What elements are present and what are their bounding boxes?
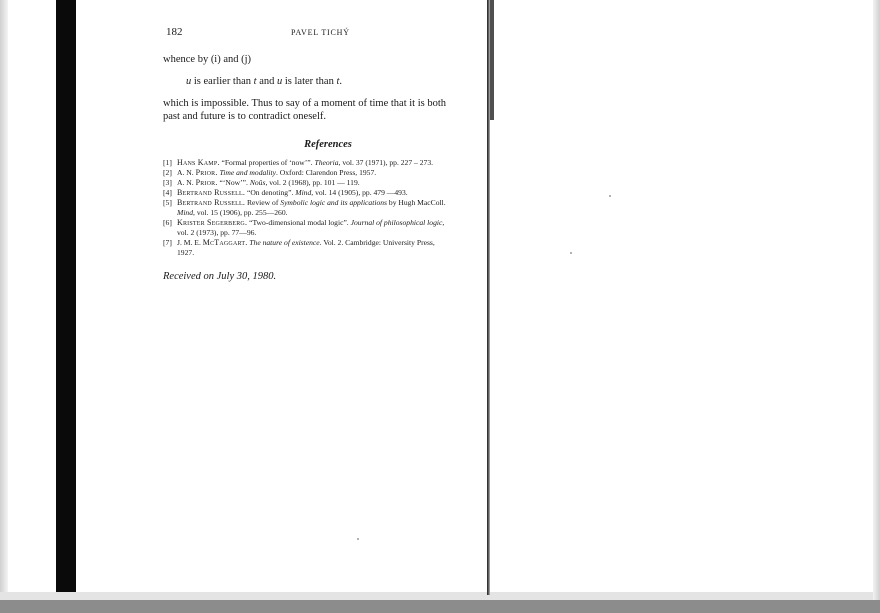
reference-author: Hans Kamp. bbox=[177, 158, 220, 167]
reference-continuation bbox=[163, 208, 473, 218]
reference-title: Noûs bbox=[249, 178, 266, 187]
scan-speck bbox=[570, 252, 572, 254]
reference-author: Bertrand Russell. bbox=[177, 198, 246, 207]
reference-text: , bbox=[442, 218, 445, 227]
var-t: t bbox=[336, 76, 340, 87]
reference-item bbox=[163, 178, 473, 188]
right-edge-shadow bbox=[873, 0, 880, 600]
var-t: t bbox=[253, 76, 257, 87]
reference-text: , vol. 2 (1968), pp. 101 — 119. bbox=[265, 178, 360, 187]
reference-item bbox=[163, 198, 473, 208]
reference-text: “‘Now’”. bbox=[217, 178, 250, 187]
received-date: Received on July 30, 1980. bbox=[163, 271, 277, 282]
eq-text: is later than bbox=[282, 76, 337, 87]
gutter-shadow bbox=[490, 0, 494, 120]
reference-continuation: vol. 2 (1973), pp. 77—96. bbox=[177, 228, 257, 237]
reference-item bbox=[163, 218, 473, 228]
reference-text: , vol. 14 (1905), pp. 479 —493. bbox=[311, 188, 408, 197]
bottom-edge bbox=[0, 592, 880, 600]
running-head bbox=[163, 26, 473, 42]
reference-title: Symbolic logic and its applications bbox=[280, 198, 387, 207]
reference-item bbox=[163, 188, 473, 198]
reference-author: Bertrand Russell. bbox=[177, 188, 246, 197]
left-margin-shadow bbox=[0, 0, 8, 613]
reference-item bbox=[163, 238, 473, 248]
paragraph-line: past and future is to contradict oneself. bbox=[163, 111, 326, 122]
reference-text: Review of bbox=[245, 198, 281, 207]
reference-number: [5] bbox=[163, 198, 172, 207]
reference-item bbox=[163, 158, 473, 168]
reference-title: Mind bbox=[295, 188, 312, 197]
reference-author: Krister Segerberg. bbox=[177, 218, 248, 227]
reference-title: Journal of philosophical logic bbox=[350, 218, 443, 227]
reference-text: , vol. 15 (1906), pp. 255—260. bbox=[193, 208, 288, 217]
eq-end: . bbox=[339, 76, 343, 87]
scan-speck bbox=[357, 538, 359, 540]
reference-title: The nature of existence bbox=[249, 238, 320, 247]
references-list bbox=[163, 158, 473, 258]
body-paragraph bbox=[163, 97, 473, 123]
reference-text: by Hugh MacColl. bbox=[387, 198, 446, 207]
whence-line: whence by (i) and (j) bbox=[163, 54, 252, 65]
display-equation bbox=[186, 75, 473, 88]
reference-number: [1] bbox=[163, 158, 172, 167]
eq-text: is earlier than bbox=[191, 76, 254, 87]
references-heading: References bbox=[304, 139, 352, 150]
eq-text: and bbox=[256, 76, 277, 87]
left-page bbox=[163, 26, 473, 282]
reference-author-initials: J. M. E. bbox=[177, 238, 203, 247]
reference-item bbox=[163, 168, 473, 178]
reference-number: [4] bbox=[163, 188, 172, 197]
running-title: PAVEL TICHÝ bbox=[291, 28, 350, 37]
binding-edge bbox=[56, 0, 76, 592]
reference-text: . Vol. 2. Cambridge: University Press, bbox=[319, 238, 435, 247]
reference-author-initials: A. N. bbox=[177, 168, 196, 177]
reference-number: [2] bbox=[163, 168, 172, 177]
reference-title: Mind bbox=[177, 208, 194, 217]
reference-number: [6] bbox=[163, 218, 172, 227]
scanner-bed-strip bbox=[0, 600, 880, 613]
reference-text: “On denoting”. bbox=[245, 188, 296, 197]
reference-text: “Two-dimensional modal logic”. bbox=[247, 218, 351, 227]
reference-title: Time and modality bbox=[219, 168, 276, 177]
reference-text: . Oxford: Clarendon Press, 1957. bbox=[275, 168, 377, 177]
paragraph-line: which is impossible. Thus to say of a moment of time that it is both bbox=[163, 98, 446, 109]
reference-author: Prior. bbox=[195, 168, 218, 177]
reference-number: [7] bbox=[163, 238, 172, 247]
var-u: u bbox=[186, 76, 192, 87]
scan-speck bbox=[609, 195, 611, 197]
reference-title: Theoria bbox=[314, 158, 339, 167]
reference-author: Prior. bbox=[195, 178, 218, 187]
reference-text: , vol. 37 (1971), pp. 227 – 273. bbox=[338, 158, 434, 167]
var-u: u bbox=[276, 76, 283, 87]
reference-number: [3] bbox=[163, 178, 172, 187]
reference-text: “Formal properties of ‘now’”. bbox=[219, 158, 315, 167]
reference-author-initials: A. N. bbox=[177, 178, 196, 187]
reference-author: McTaggart. bbox=[202, 238, 248, 247]
page-number: 182 bbox=[166, 26, 183, 38]
reference-continuation: 1927. bbox=[177, 248, 195, 257]
